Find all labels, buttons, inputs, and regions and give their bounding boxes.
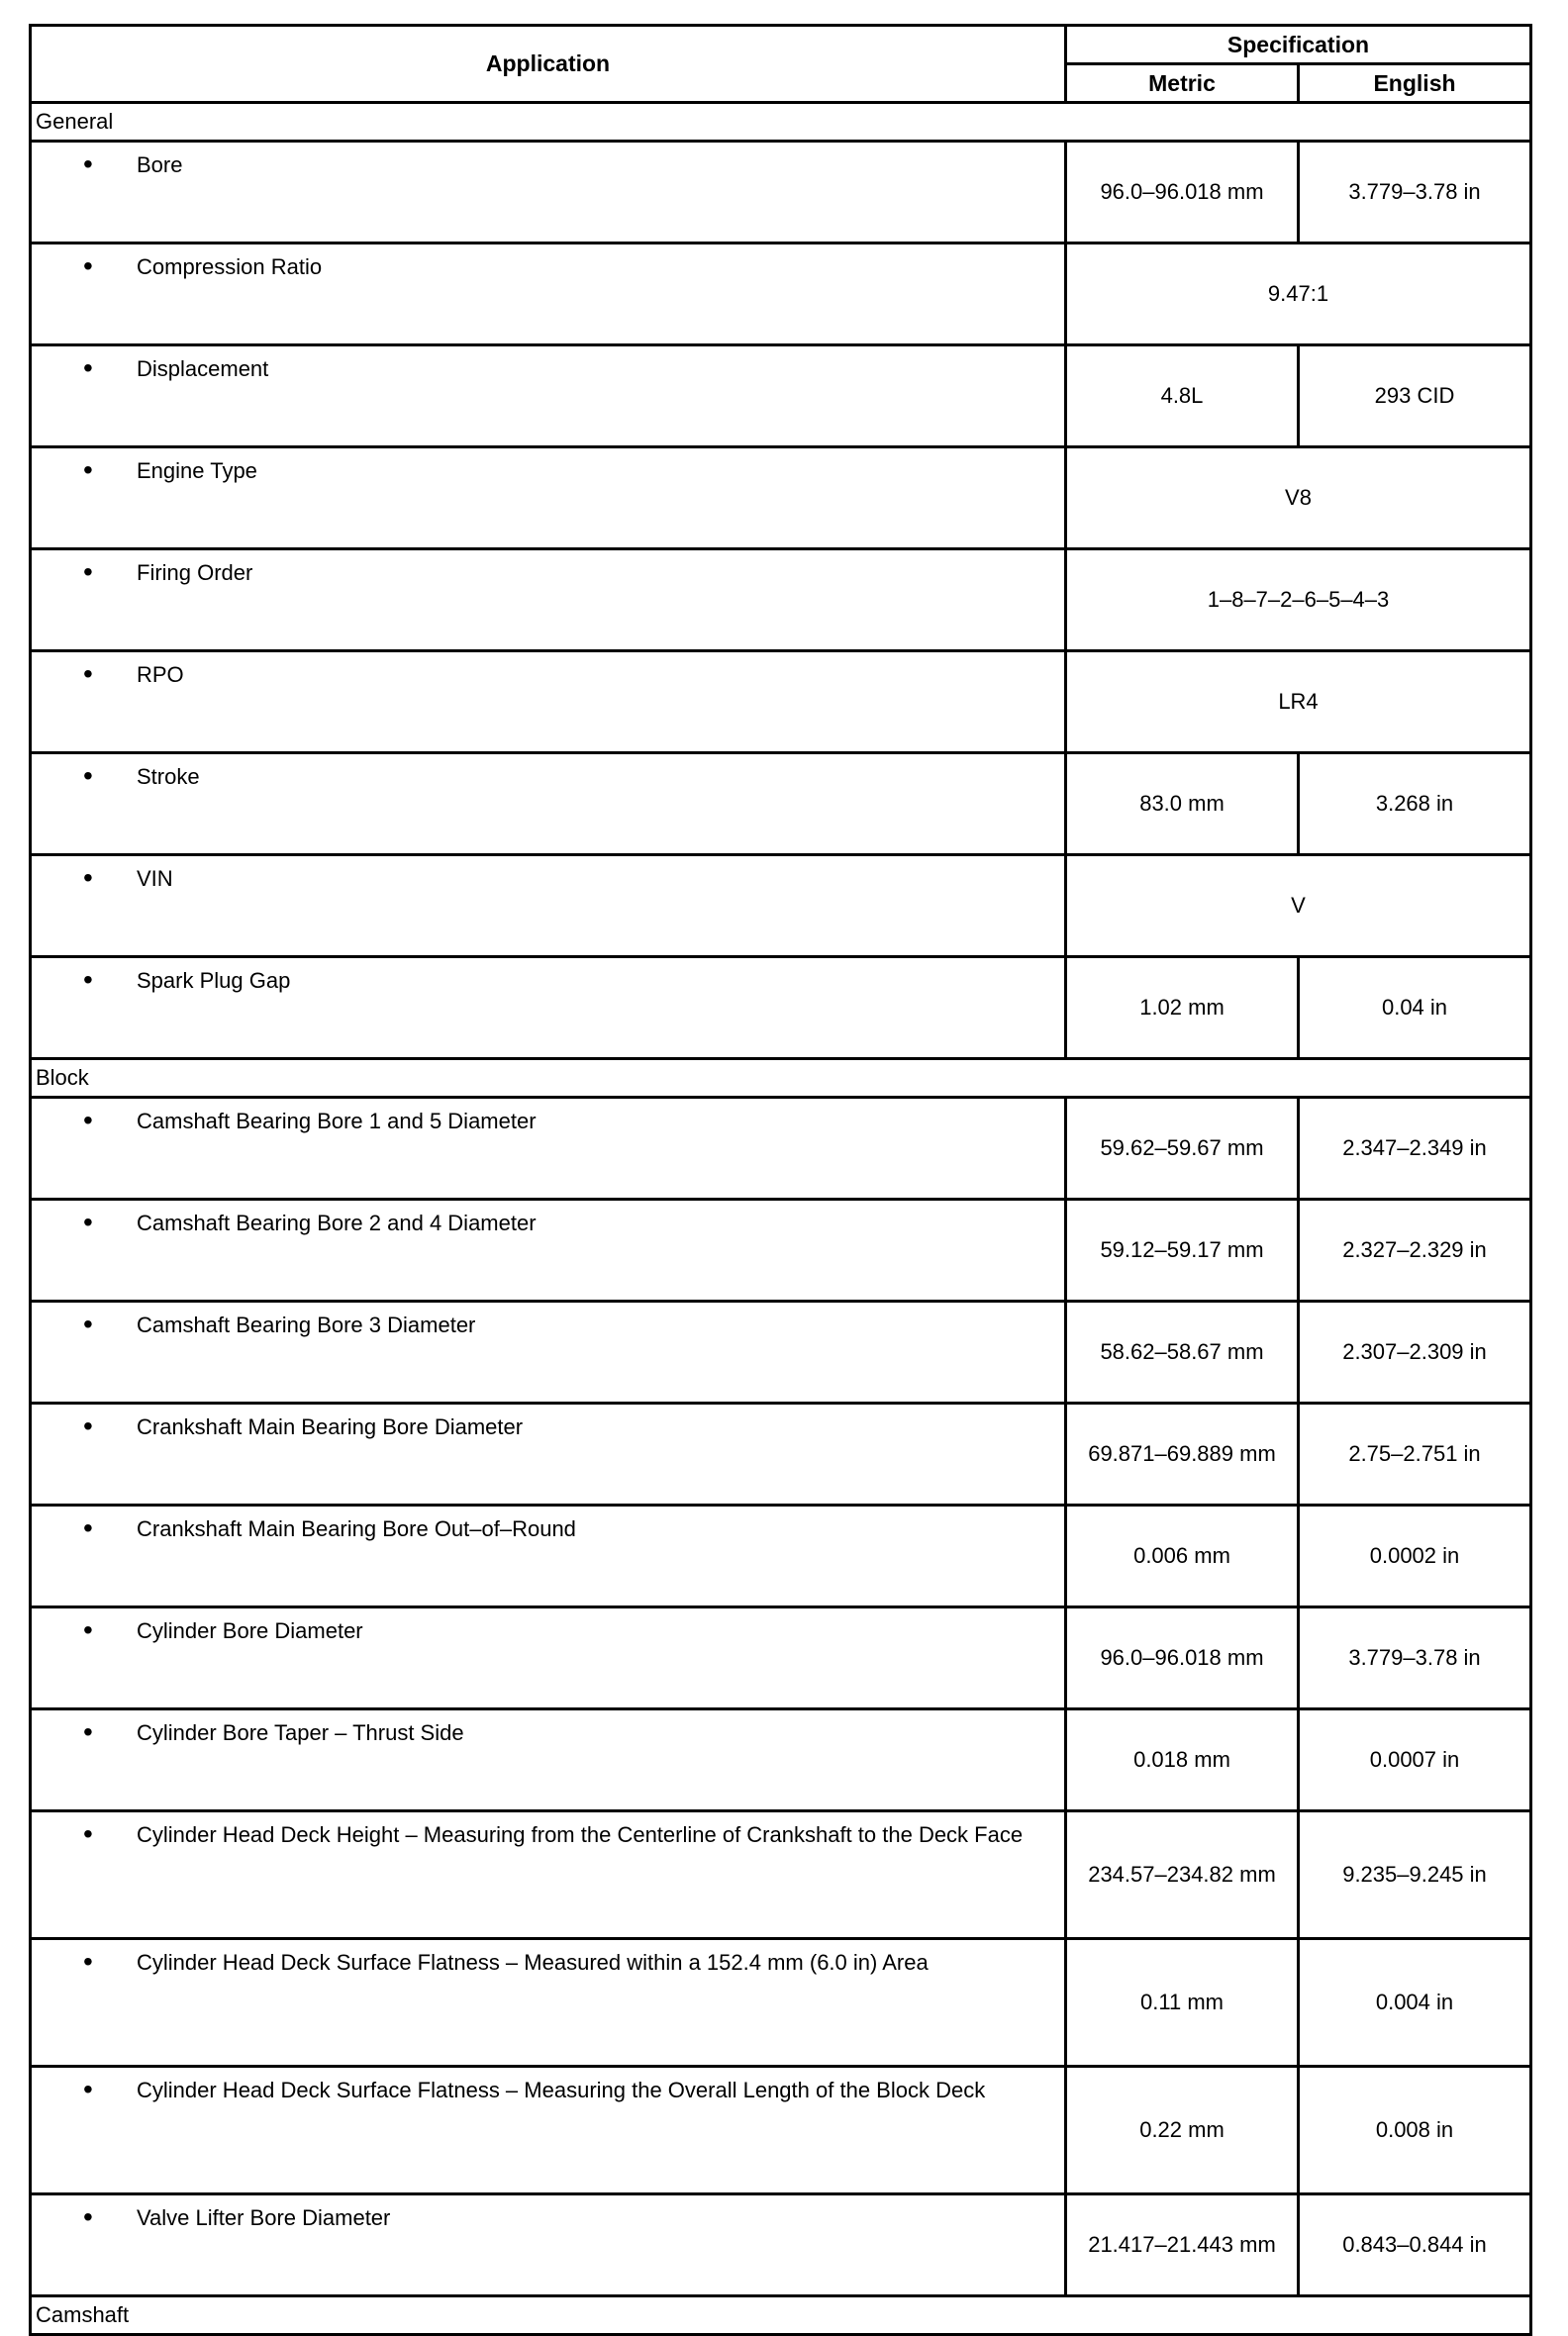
spec-label: Camshaft Bearing Bore 1 and 5 Diameter: [137, 1109, 537, 1133]
spec-label: Camshaft Bearing Bore 3 Diameter: [137, 1313, 476, 1337]
spec-label: Firing Order: [137, 560, 253, 585]
english-value: 2.75–2.751 in: [1299, 1404, 1531, 1506]
metric-value: 69.871–69.889 mm: [1066, 1404, 1299, 1506]
metric-value: 96.0–96.018 mm: [1066, 1607, 1299, 1709]
table-row: [31, 1200, 1531, 1302]
metric-value: 234.57–234.82 mm: [1066, 1811, 1299, 1939]
english-value: 0.843–0.844 in: [1299, 2194, 1531, 2296]
section-row: [31, 103, 1531, 142]
bullet-icon: •: [83, 556, 93, 587]
table-row: [31, 957, 1531, 1059]
metric-value: 83.0 mm: [1066, 753, 1299, 855]
bullet-icon: •: [83, 1207, 93, 1237]
spec-label: Stroke: [137, 764, 200, 789]
spec-label: VIN: [137, 866, 173, 891]
table-row: [31, 1811, 1531, 1939]
application-cell: [31, 1200, 1066, 1302]
table-row: [31, 549, 1531, 651]
section-title: Camshaft: [31, 2296, 1531, 2335]
bullet-icon: •: [83, 1411, 93, 1441]
spec-label: Cylinder Bore Diameter: [137, 1618, 363, 1643]
english-value: 0.0007 in: [1299, 1709, 1531, 1811]
bullet-icon: •: [83, 964, 93, 995]
spec-label: Cylinder Bore Taper – Thrust Side: [137, 1720, 464, 1745]
application-cell: [31, 1811, 1066, 1939]
spec-label: Spark Plug Gap: [137, 968, 291, 993]
english-value: 0.008 in: [1299, 2067, 1531, 2194]
english-value: 0.04 in: [1299, 957, 1531, 1059]
spec-label: Crankshaft Main Bearing Bore Out–of–Round: [137, 1516, 576, 1541]
bullet-icon: •: [83, 862, 93, 893]
metric-value: 4.8L: [1066, 345, 1299, 447]
metric-value: 58.62–58.67 mm: [1066, 1302, 1299, 1404]
application-cell: [31, 957, 1066, 1059]
table-row: [31, 651, 1531, 753]
application-cell: [31, 1404, 1066, 1506]
bullet-icon: •: [83, 2201, 93, 2232]
application-cell: [31, 1098, 1066, 1200]
bullet-icon: •: [83, 2074, 93, 2104]
application-cell: [31, 1607, 1066, 1709]
spec-label: Cylinder Head Deck Surface Flatness – Measuring the Overall Length of the Block Deck: [137, 2078, 986, 2102]
bullet-icon: •: [83, 250, 93, 281]
english-value: 0.004 in: [1299, 1939, 1531, 2067]
spec-label: Engine Type: [137, 458, 257, 483]
engine-spec-table: [29, 24, 1532, 2336]
table-row: [31, 753, 1531, 855]
application-cell: [31, 549, 1066, 651]
metric-value: 59.12–59.17 mm: [1066, 1200, 1299, 1302]
spec-label: Displacement: [137, 356, 269, 381]
spec-value: 1–8–7–2–6–5–4–3: [1066, 549, 1531, 651]
application-header: Application: [31, 26, 1066, 103]
english-value: 3.779–3.78 in: [1299, 1607, 1531, 1709]
metric-value: 0.006 mm: [1066, 1506, 1299, 1607]
application-cell: [31, 447, 1066, 549]
spec-label: Cylinder Head Deck Height – Measuring from the Centerline of Crankshaft to the Deck Face: [137, 1822, 1024, 1847]
application-cell: [31, 1709, 1066, 1811]
bullet-icon: •: [83, 148, 93, 179]
english-value: 2.327–2.329 in: [1299, 1200, 1531, 1302]
english-value: 2.347–2.349 in: [1299, 1098, 1531, 1200]
bullet-icon: •: [83, 1946, 93, 1977]
table-row: [31, 243, 1531, 345]
table-row: [31, 1506, 1531, 1607]
bullet-icon: •: [83, 1614, 93, 1645]
table-row: [31, 1607, 1531, 1709]
bullet-icon: •: [83, 658, 93, 689]
english-value: 9.235–9.245 in: [1299, 1811, 1531, 1939]
application-cell: [31, 651, 1066, 753]
table-row: [31, 1098, 1531, 1200]
metric-value: 0.22 mm: [1066, 2067, 1299, 2194]
application-cell: [31, 1939, 1066, 2067]
section-title: Block: [31, 1059, 1531, 1098]
spec-label: Camshaft Bearing Bore 2 and 4 Diameter: [137, 1211, 537, 1235]
metric-value: 59.62–59.67 mm: [1066, 1098, 1299, 1200]
application-cell: [31, 2067, 1066, 2194]
application-cell: [31, 345, 1066, 447]
bullet-icon: •: [83, 1818, 93, 1849]
spec-value: V: [1066, 855, 1531, 957]
spec-value: 9.47:1: [1066, 243, 1531, 345]
bullet-icon: •: [83, 454, 93, 485]
application-cell: [31, 243, 1066, 345]
table-row: [31, 2194, 1531, 2296]
english-header: English: [1299, 64, 1531, 103]
spec-label: Bore: [137, 152, 183, 177]
metric-header: Metric: [1066, 64, 1299, 103]
table-row: [31, 2067, 1531, 2194]
bullet-icon: •: [83, 1716, 93, 1747]
application-cell: [31, 1506, 1066, 1607]
spec-label: RPO: [137, 662, 184, 687]
specification-header: Specification: [1066, 26, 1531, 64]
spec-value: LR4: [1066, 651, 1531, 753]
application-cell: [31, 142, 1066, 243]
english-value: 0.0002 in: [1299, 1506, 1531, 1607]
metric-value: 1.02 mm: [1066, 957, 1299, 1059]
spec-value: V8: [1066, 447, 1531, 549]
metric-value: 0.11 mm: [1066, 1939, 1299, 2067]
english-value: 293 CID: [1299, 345, 1531, 447]
spec-label: Crankshaft Main Bearing Bore Diameter: [137, 1414, 524, 1439]
application-cell: [31, 855, 1066, 957]
bullet-icon: •: [83, 1309, 93, 1339]
section-row: [31, 2296, 1531, 2335]
table-row: [31, 345, 1531, 447]
spec-label: Cylinder Head Deck Surface Flatness – Measured within a 152.4 mm (6.0 in) Area: [137, 1950, 929, 1975]
spec-label: Valve Lifter Bore Diameter: [137, 2205, 391, 2230]
table-row: [31, 1709, 1531, 1811]
bullet-icon: •: [83, 352, 93, 383]
table-row: [31, 1302, 1531, 1404]
table-row: [31, 1939, 1531, 2067]
section-row: [31, 1059, 1531, 1098]
section-title: General: [31, 103, 1531, 142]
english-value: 2.307–2.309 in: [1299, 1302, 1531, 1404]
bullet-icon: •: [83, 1512, 93, 1543]
table-row: [31, 142, 1531, 243]
english-value: 3.779–3.78 in: [1299, 142, 1531, 243]
table-row: [31, 447, 1531, 549]
metric-value: 21.417–21.443 mm: [1066, 2194, 1299, 2296]
metric-value: 96.0–96.018 mm: [1066, 142, 1299, 243]
spec-label: Compression Ratio: [137, 254, 323, 279]
metric-value: 0.018 mm: [1066, 1709, 1299, 1811]
application-cell: [31, 753, 1066, 855]
application-cell: [31, 2194, 1066, 2296]
bullet-icon: •: [83, 1105, 93, 1135]
table-row: [31, 855, 1531, 957]
application-cell: [31, 1302, 1066, 1404]
english-value: 3.268 in: [1299, 753, 1531, 855]
table-row: [31, 1404, 1531, 1506]
bullet-icon: •: [83, 760, 93, 791]
